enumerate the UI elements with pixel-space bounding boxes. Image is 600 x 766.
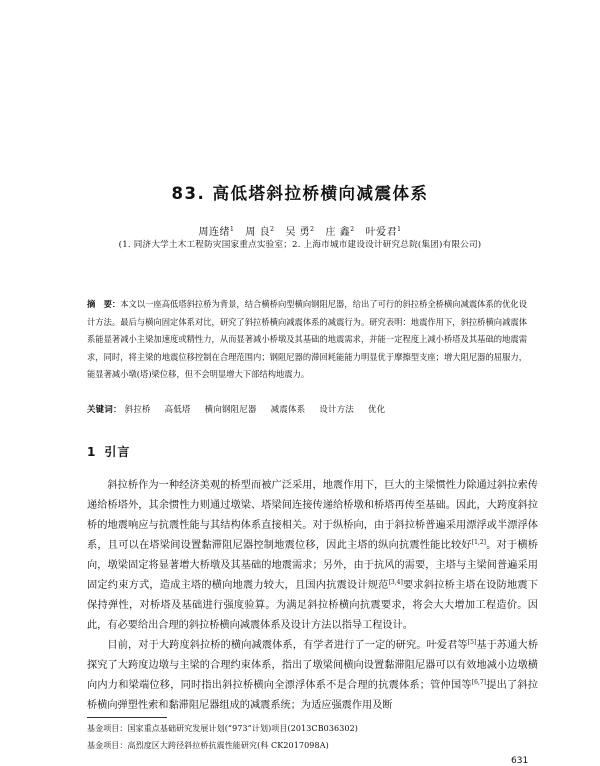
author: 叶爱君$^1$ — [365, 226, 402, 238]
citation: [3,4] — [388, 579, 403, 586]
author: 周连绪$^1$ — [198, 226, 235, 238]
keyword: 减震体系 — [270, 404, 306, 414]
citation: [6,7] — [471, 679, 486, 686]
paragraph: 斜拉桥作为一种经济美观的桥型而被广泛采用，地震作用下，巨大的主梁惯性力除通过斜拉索传递给桥塔外，其余惯性力则通过墩梁、塔梁间连接传递给桥墩和桥塔再传至基础。因此，大跨度斜拉桥的地震响应与抗震性能与其结构体系直接相关。对于纵桥向，由于斜拉桥普遍采用漂浮或半漂浮体系，且可以在塔梁间设置黏滞阻尼器控制地震位移，因此主塔的纵向抗震性能比较好[1,2]。对于横桥向，墩梁固定将显著增大桥墩及其基础的地震需求；另外，由于抗风的需要，主塔与主梁间普遍采用固定约束方式，造成主塔的横向地震力较大，且国内抗震设计规范[3,4]要求斜拉桥主塔在设防地震下保持弹性，对桥塔及基础进行强度验算。为满足斜拉桥横向抗震要求，将会大大增加工程造价。因此，有必要给出合理的斜拉桥横向减震体系及设计方法以指导工程设计。 — [87, 480, 539, 631]
section-heading — [87, 443, 130, 460]
keyword: 斜拉桥 — [124, 404, 151, 414]
keyword: 高低塔 — [164, 404, 191, 414]
page-number: 631 — [511, 756, 529, 766]
section-title: 引言 — [104, 445, 131, 459]
funding-note: 基金项目：高烈度区大跨径斜拉桥抗震性能研究(科 CK2017098A) — [87, 741, 329, 750]
footnote-divider — [87, 717, 167, 718]
author: 周 良$^2$ — [245, 226, 275, 238]
abstract-label: 摘 要： — [87, 299, 121, 309]
abstract-text: 本文以一座高低塔斜拉桥为背景，结合横桥向型横向钢阻尼器，给出了可行的斜拉桥全桥横向减震体系的优化设计方法。最后与横向固定体系对比，研究了斜拉桥横向减震体系的减震行为。研究表明：地震作用下，斜拉桥横向减震体系能显著减小主梁加速度或精性力，从而显著减小桥墩及其基础的地震需求，并能一定程度上减小桥塔及其基础的地震需求，同时，将主梁的地震位移控制在合理范围内；钢阻尼器的滞回耗能能力明显优于摩擦型支座；增大阻尼器的屈服力，能显著减小墩(塔)梁位移，但不会明显增大下部结构地震力。 — [87, 299, 527, 379]
paragraph: 目前，对于大跨度斜拉桥的横向减震体系，有学者进行了一定的研究。叶爱君等[5]基于苏通大桥探究了大跨度边墩与主梁的合理约束体系，指出了墩梁间横向设置黏滞阻尼器可以有效地减小边墩横向内力和梁端位移，同时指出斜拉桥横向全漂浮体系不是合理的抗震体系；管仲国等[6,7]提出了斜拉桥横向弹塑性索和黏滞阻尼器组成的减震系统；为适应强震作用及断 — [87, 639, 539, 711]
keywords-label: 关键词： — [87, 404, 122, 414]
keyword: 设计方法 — [319, 404, 355, 414]
keywords — [87, 403, 527, 415]
paper-title: 83. 高低塔斜拉桥横向减震体系 — [171, 184, 429, 203]
affiliations: (1. 同济大学土木工程防灾国家重点实验室；2. 上海市城市建设设计研究总院(集团)有限公司) — [118, 240, 482, 250]
body-text — [87, 476, 538, 716]
keyword: 横向钢阻尼器 — [204, 404, 257, 414]
section-number: 1 — [87, 445, 97, 459]
author: 吴 勇$^2$ — [285, 226, 315, 238]
funding-note: 基金项目：国家重点基础研究发展计划(“973”计划)项目(2013CB036302) — [87, 724, 359, 733]
author: 庄 鑫$^2$ — [325, 226, 355, 238]
citation: [5] — [467, 639, 477, 646]
citation: [1,2] — [471, 539, 486, 546]
keyword: 优化 — [368, 404, 386, 414]
author-list — [0, 223, 600, 238]
abstract — [87, 296, 527, 384]
